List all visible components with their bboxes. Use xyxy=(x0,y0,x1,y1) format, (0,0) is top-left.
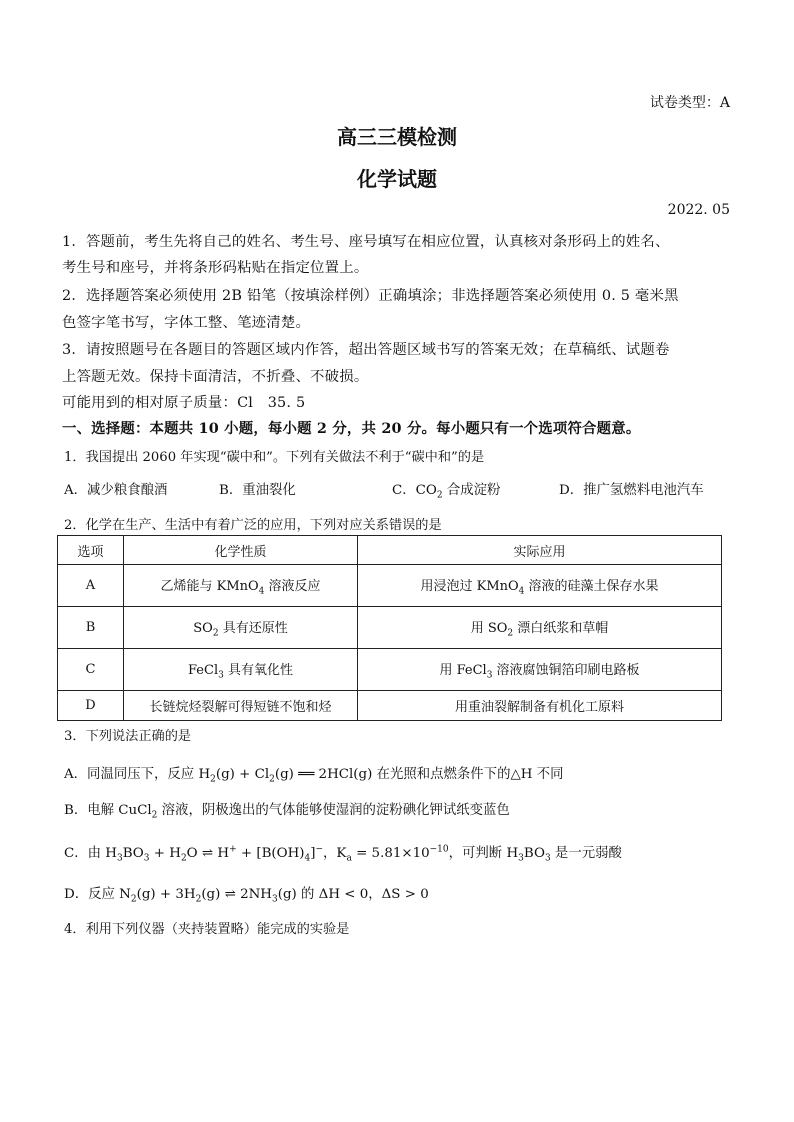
row-option: C xyxy=(58,649,124,691)
q1-stem: 1．我国提出 2060 年实现“碳中和”。下列有关做法不利于“碳中和”的是 xyxy=(64,450,485,465)
q1-option-d: D．推广氢燃料电池汽车 xyxy=(559,483,704,498)
q3-option-a: A．同温同压下，反应 $H_2(g) + Cl_2(g)$ ══ 2HCl(g) 在光照和点燃条件下的△H 不同 xyxy=(64,767,564,785)
row-option: B xyxy=(58,607,124,649)
subject-title: 化学试题 xyxy=(357,167,437,191)
instruction-1a: 1．答题前，考生先将自己的姓名、考生号、座号填写在相应位置，认真核对条形码上的姓名、 xyxy=(62,234,670,250)
row-application: 用 FeCl$_3$ 溶液腐蚀铜箔印刷电路板 xyxy=(358,649,722,691)
q3-option-b: B．电解 CuCl$_2$ 溶液，阴极逸出的气体能够使湿润的淀粉碘化钾试纸变蓝色 xyxy=(64,803,510,821)
row-property: FeCl$_3$ 具有氧化性 xyxy=(124,649,358,691)
row-application: 用 $SO_2$ 漂白纸浆和草帽 xyxy=(358,607,722,649)
q4-stem: 4．利用下列仪器（夹持装置略）能完成的实验是 xyxy=(64,922,350,937)
header-option: 选项 xyxy=(58,536,124,565)
exam-date: 2022. 05 xyxy=(667,202,730,218)
instruction-3b: 上答题无效。保持卡面清洁，不折叠、不破损。 xyxy=(62,369,369,385)
section-heading: 一、选择题：本题共 10 小题，每小题 2 分，共 20 分。每小题只有一个选项符合题意。 xyxy=(62,420,641,437)
q1-option-a: A．减少粮食酿酒 xyxy=(64,483,168,498)
paper-type-label: 试卷类型：A xyxy=(649,95,730,111)
row-application: 用浸泡过 KMnO$_4$ 溶液的硅藻土保存水果 xyxy=(358,565,722,607)
row-property: 乙烯能与 KMnO$_4$ 溶液反应 xyxy=(124,565,358,607)
header-application: 实际应用 xyxy=(358,536,722,565)
instruction-3a: 3．请按照题号在各题目的答题区域内作答，超出答题区域书写的答案无效；在草稿纸、试题卷 xyxy=(62,342,670,358)
row-property: 长链烷烃裂解可得短链不饱和烃 xyxy=(124,691,358,721)
q1-option-c: C．$CO_2$ 合成淀粉 xyxy=(392,483,501,501)
row-option: D xyxy=(58,691,124,721)
table-row xyxy=(58,691,722,721)
header-property: 化学性质 xyxy=(124,536,358,565)
row-application: 用重油裂解制备有机化工原料 xyxy=(358,691,722,721)
q3-stem: 3．下列说法正确的是 xyxy=(64,729,192,744)
instruction-1b: 考生号和座号，并将条形码粘贴在指定位置上。 xyxy=(62,260,369,276)
q2-stem: 2．化学在生产、生活中有着广泛的应用，下列对应关系错误的是 xyxy=(64,518,442,533)
table-row xyxy=(58,607,722,649)
atomic-mass-note: 可能用到的相对原子质量：Cl 35. 5 xyxy=(62,395,306,411)
table-row xyxy=(58,565,722,607)
row-option: A xyxy=(58,565,124,607)
table-row xyxy=(58,649,722,691)
q3-option-c: C．由 $H_3BO_3 + H_2O$ ⇌ $H^+ + [B(OH)_4]^-$，$K_a = 5.81\times 10^{-10}$，可判断 $H_3BO_3$ 是一元弱酸 xyxy=(64,844,622,864)
instruction-2a: 2．选择题答案必须使用 2B 铅笔（按填涂样例）正确填涂；非选择题答案必须使用 0. 5 毫米黑 xyxy=(62,288,679,304)
instruction-2b: 色签字笔书写，字体工整、笔迹清楚。 xyxy=(62,315,311,331)
table-header-row xyxy=(58,536,722,565)
exam-title: 高三三模检测 xyxy=(337,125,457,149)
q1-option-b: B．重油裂化 xyxy=(219,483,296,498)
q3-option-d: D．反应 $N_2(g) + 3H_2(g)$ ⇌ $2NH_3(g)$ 的 ΔH < 0，ΔS > 0 xyxy=(64,887,429,905)
q2-table xyxy=(57,535,722,721)
row-property: $SO_2$ 具有还原性 xyxy=(124,607,358,649)
